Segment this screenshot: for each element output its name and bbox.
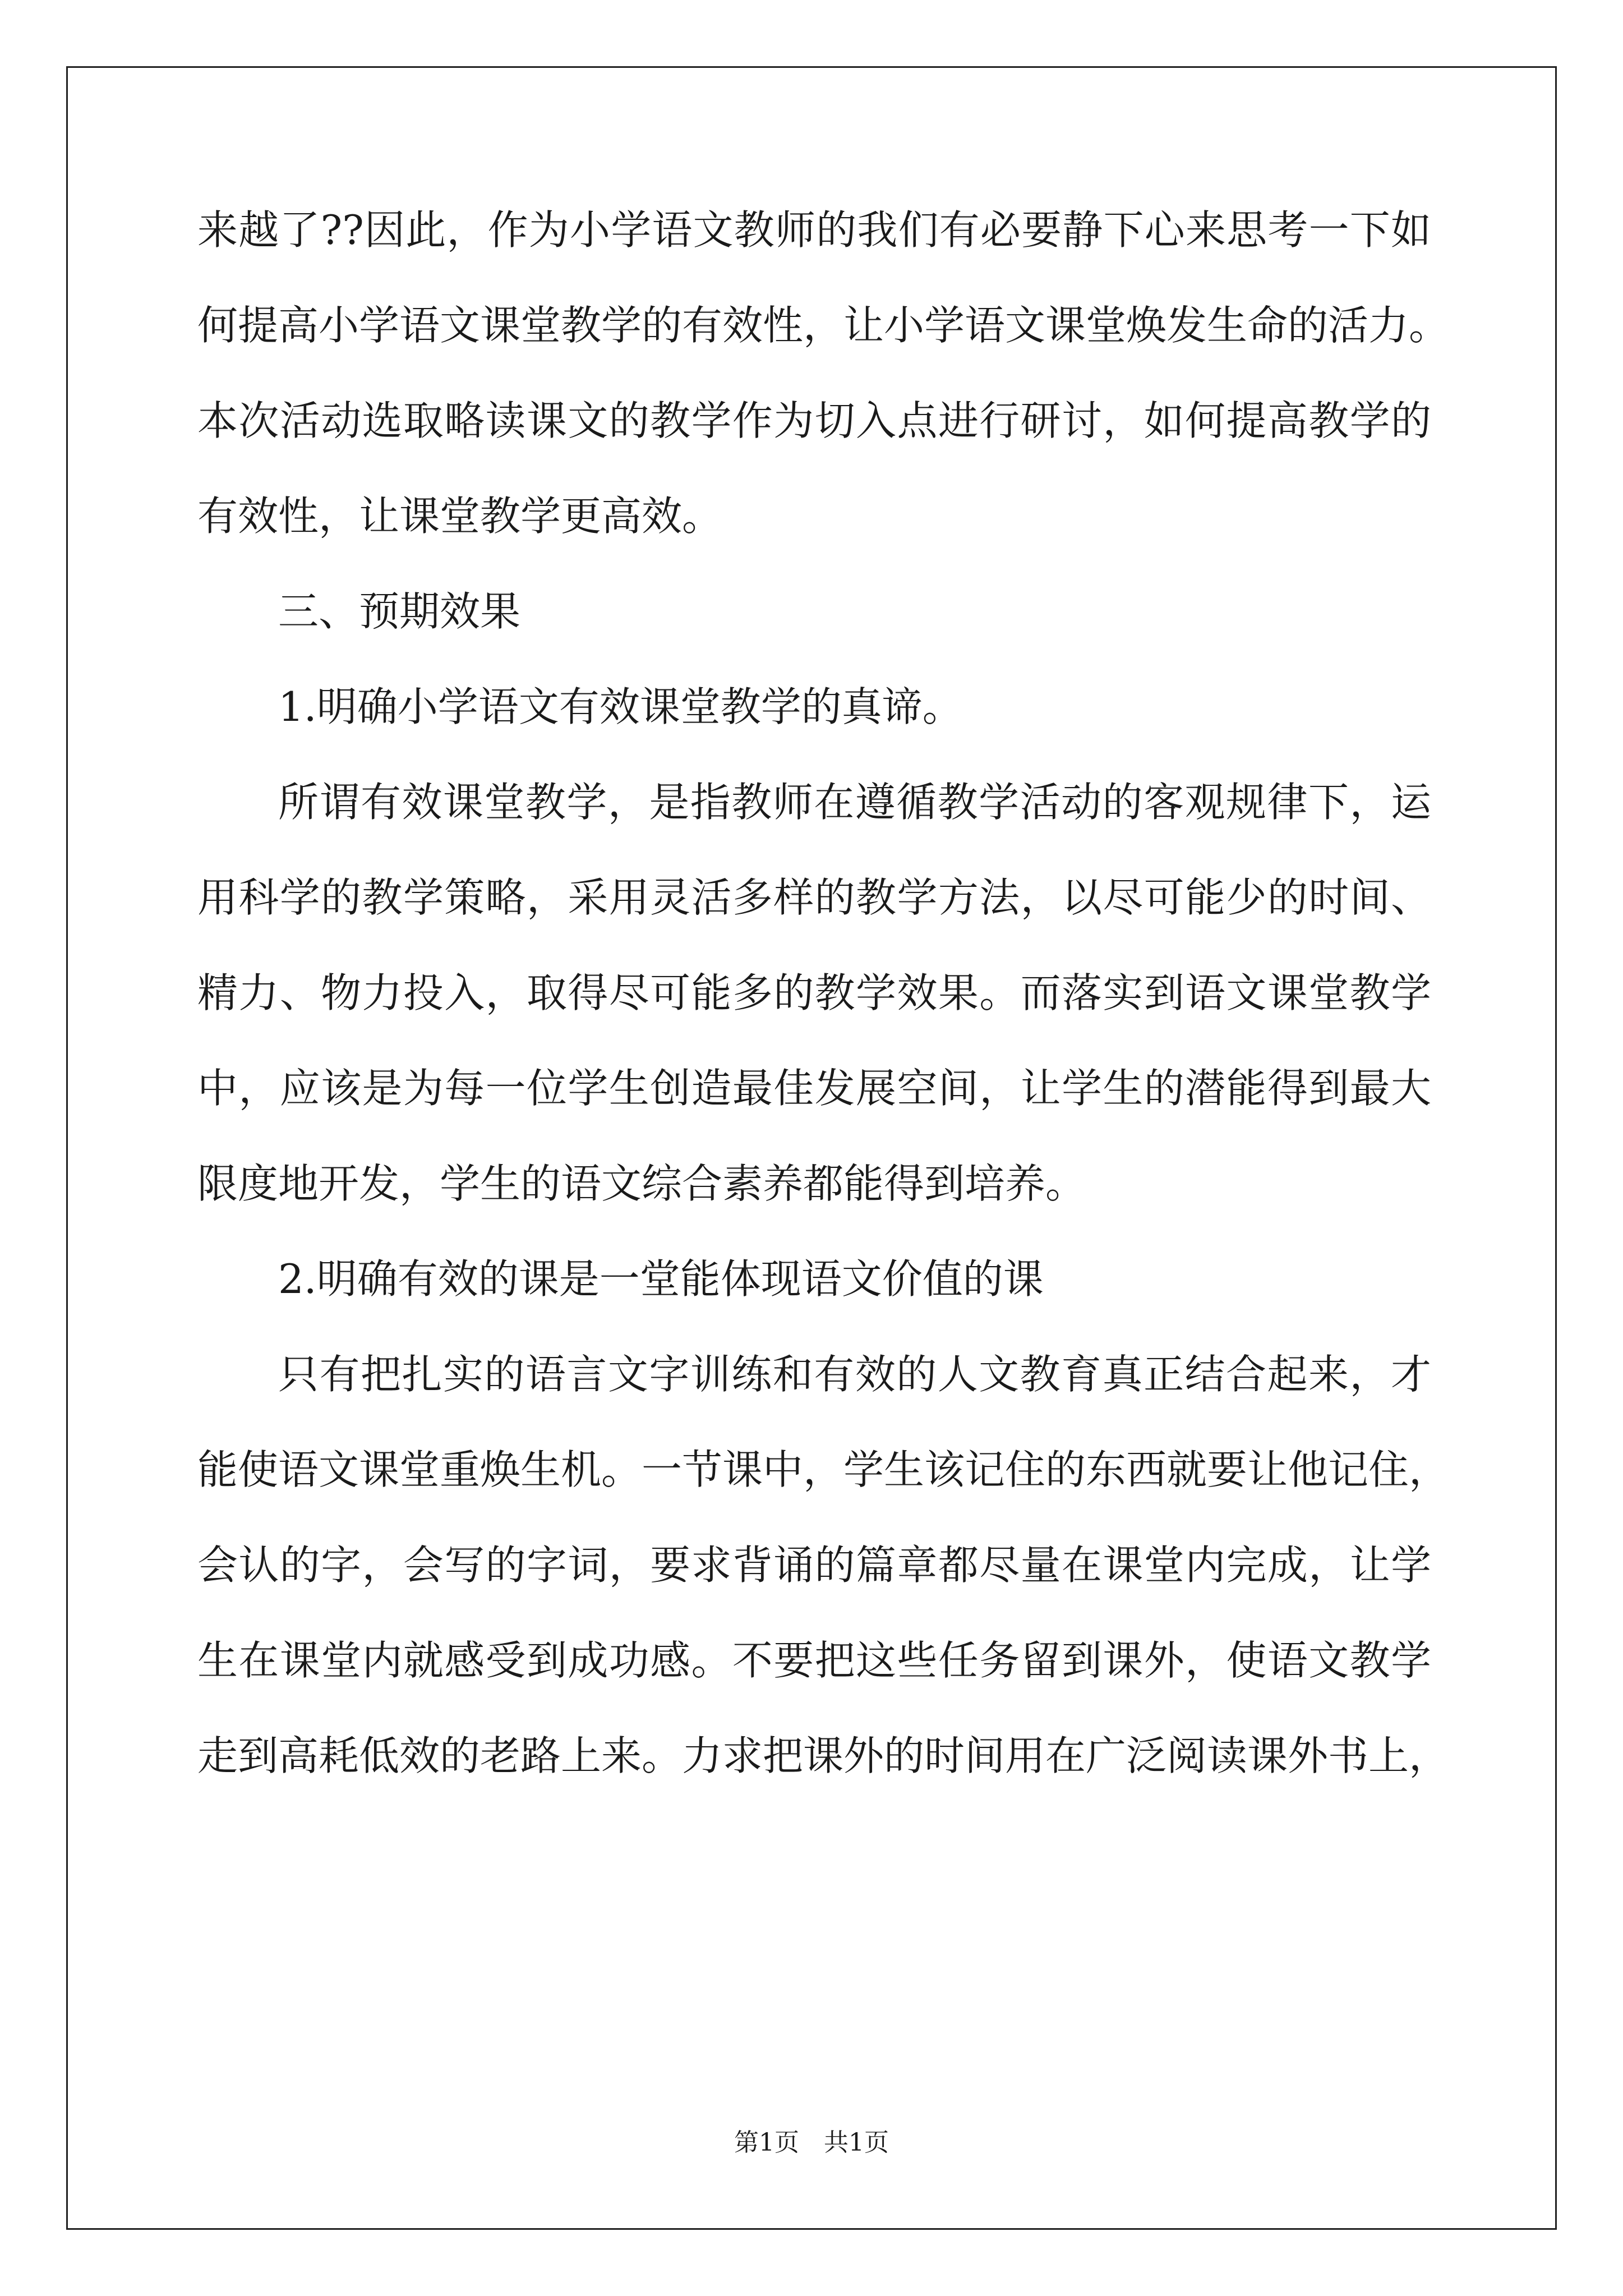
body-line: 精力、物力投入，取得尽可能多的教学效果。而落实到语文课堂教学 <box>197 969 1431 1016</box>
page-border <box>66 66 1557 2230</box>
subsection-heading: 1.明确小学语文有效课堂教学的真谛。 <box>278 683 963 730</box>
body-line: 会认的字，会写的字词，要求背诵的篇章都尽量在课堂内完成，让学 <box>197 1542 1431 1589</box>
body-line: 能使语文课堂重焕生机。一节课中，学生该记住的东西就要让他记住， <box>197 1446 1450 1493</box>
body-line: 所谓有效课堂教学，是指教师在遵循教学活动的客观规律下，运 <box>278 779 1431 826</box>
body-line: 来越了??因此，作为小学语文教师的我们有必要静下心来思考一下如 <box>197 206 1431 254</box>
body-line: 本次活动选取略读课文的教学作为切入点进行研讨，如何提高教学的 <box>197 397 1431 444</box>
body-line: 何提高小学语文课堂教学的有效性，让小学语文课堂焕发生命的活力。 <box>197 302 1450 349</box>
body-line: 生在课堂内就感受到成功感。不要把这些任务留到课外，使语文教学 <box>197 1637 1431 1684</box>
page-number: 第1页 共1页 <box>734 2128 889 2157</box>
subsection-heading: 2.明确有效的课是一堂能体现语文价值的课 <box>278 1255 1044 1303</box>
body-line: 有效性，让课堂教学更高效。 <box>197 493 723 540</box>
section-heading: 三、预期效果 <box>278 588 521 635</box>
body-line: 中，应该是为每一位学生创造最佳发展空间，让学生的潜能得到最大 <box>197 1065 1431 1112</box>
body-line: 只有把扎实的语言文字训练和有效的人文教育真正结合起来，才 <box>278 1351 1431 1398</box>
body-line: 走到高耗低效的老路上来。力求把课外的时间用在广泛阅读课外书上， <box>197 1732 1450 1779</box>
body-line: 用科学的教学策略，采用灵活多样的教学方法，以尽可能少的时间、 <box>197 874 1431 921</box>
body-line: 限度地开发，学生的语文综合素养都能得到培养。 <box>197 1160 1086 1207</box>
